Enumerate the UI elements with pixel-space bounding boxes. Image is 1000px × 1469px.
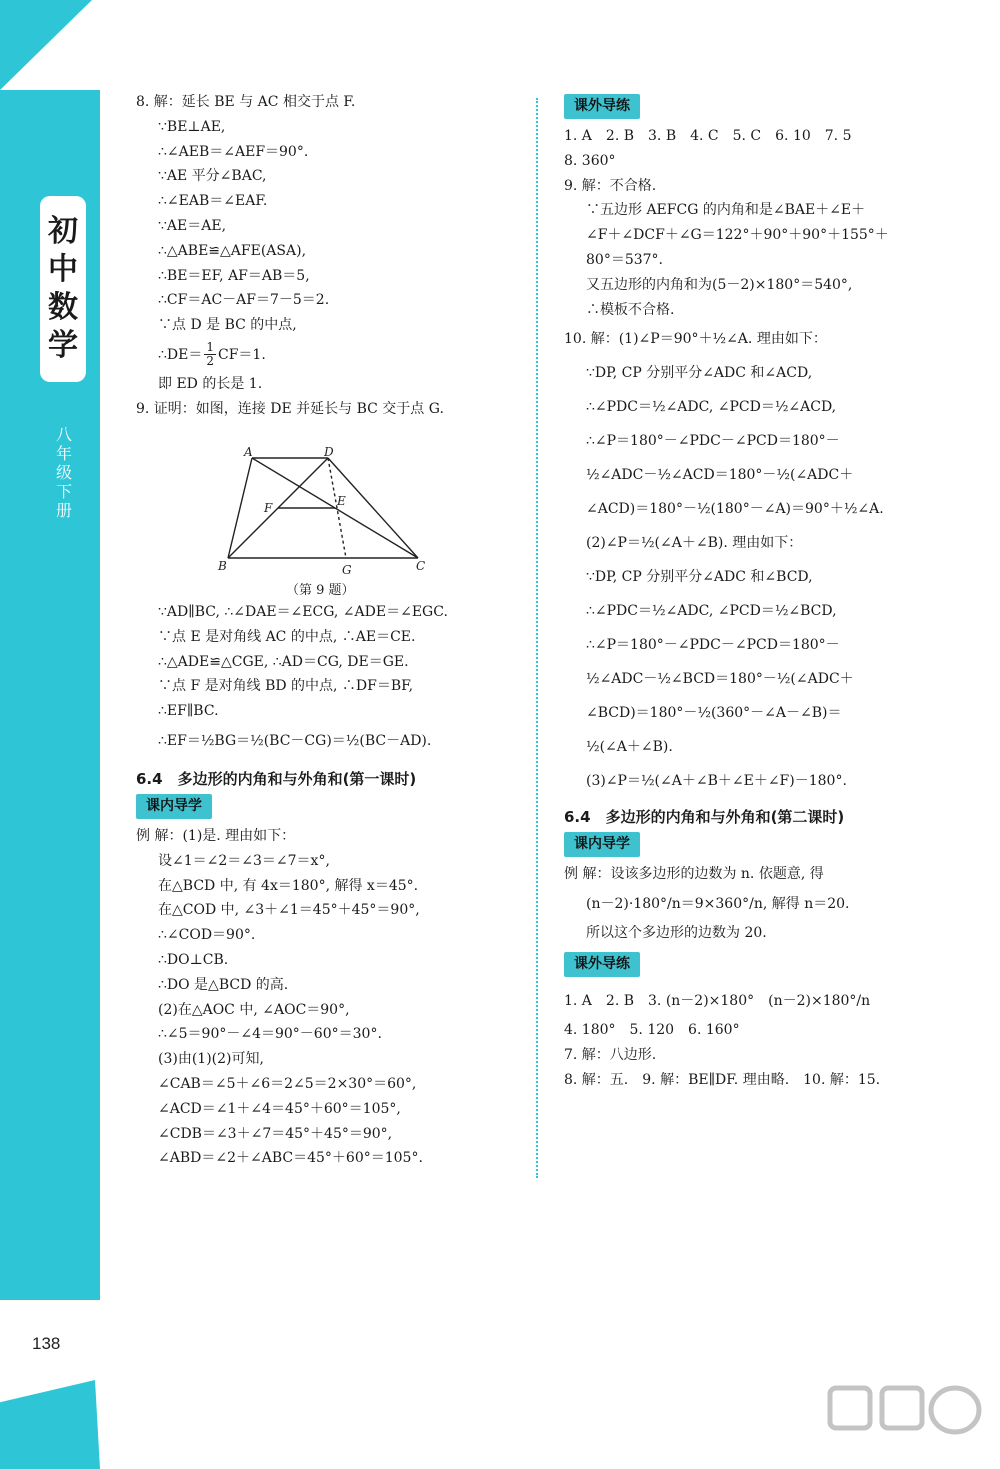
tag-outer: 课外导练 <box>564 94 640 119</box>
page-number: 138 <box>32 1334 61 1353</box>
figure-caption: （第 9 题） <box>286 583 355 598</box>
text-line: ∠ACD)＝180°－½(180°－∠A)＝90°＋½∠A. <box>586 501 884 518</box>
text-line: 在△COD 中, ∠3＋∠1＝45°＋45°＝90°, <box>158 902 420 919</box>
text-line: ∴BE＝EF, AF＝AB＝5, <box>158 267 310 284</box>
left-column-lower <box>136 600 526 1171</box>
right-column <box>564 94 944 1092</box>
grade-char: 级 <box>55 463 72 482</box>
text-line: ∴∠5＝90°－∠4＝90°－60°＝30°. <box>158 1026 382 1043</box>
text-line: ∴DO 是△BCD 的高. <box>158 976 289 993</box>
text-line: 又五边形的内角和为(5－2)×180°＝540°, <box>586 276 853 293</box>
denominator: 2 <box>206 354 214 369</box>
text-line: ∴∠P＝180°－∠PDC－∠PCD＝180°－ <box>586 433 840 450</box>
text-line: ∵DP, CP 分别平分∠ADC 和∠BCD, <box>586 569 813 586</box>
tag-inner: 课内导学 <box>136 794 212 819</box>
text-line: ∵AE 平分∠BAC, <box>158 168 267 185</box>
section-title: 6.4 多边形的内角和与外角和(第一课时) <box>136 769 417 788</box>
text-line: (n－2)·180°/n＝9×360°/n, 解得 n＝20. <box>586 896 850 913</box>
text-line: 1. A 2. B 3. (n－2)×180° (n－2)×180°/n <box>564 992 871 1009</box>
text-line: ∵DP, CP 分别平分∠ADC 和∠ACD, <box>586 365 813 382</box>
text-line: 例 解：(1)是. 理由如下： <box>136 827 296 844</box>
text-line: (3)∠P＝½(∠A＋∠B＋∠E＋∠F)－180°. <box>586 773 847 790</box>
grade-label <box>52 425 76 520</box>
label-d: D <box>324 445 334 459</box>
text-line: 80°＝537°. <box>586 251 663 268</box>
text-line: ∴模板不合格. <box>586 301 675 318</box>
book-title-char: 初 <box>48 214 78 249</box>
text-line: ∴∠PDC＝½∠ADC, ∠PCD＝½∠ACD, <box>586 399 837 416</box>
grade-char: 册 <box>55 501 72 520</box>
text-line: 7. 解：八边形. <box>564 1046 657 1063</box>
grade-char: 八 <box>55 425 72 444</box>
text-line: ∴∠PDC＝½∠ADC, ∠PCD＝½∠BCD, <box>586 603 837 620</box>
label-e: E <box>337 494 346 508</box>
book-title <box>40 196 86 382</box>
text-line: 所以这个多边形的边数为 20. <box>586 925 767 942</box>
left-column <box>136 90 526 422</box>
text-line: (2)∠P＝½(∠A＋∠B). 理由如下： <box>586 535 803 552</box>
text-line: ∴∠EAB＝∠EAF. <box>158 193 268 210</box>
text-line: ∵AE＝AE, <box>158 217 227 234</box>
text-line: ∠ACD＝∠1＋∠4＝45°＋60°＝105°, <box>158 1100 401 1117</box>
text-line: 在△BCD 中, 有 4x＝180°, 解得 x＝45°. <box>158 877 419 894</box>
grade-char: 下 <box>55 482 72 501</box>
text-line: ∴EF∥BC. <box>158 703 219 720</box>
text-line: ∴∠COD＝90°. <box>158 927 256 944</box>
tag-row <box>564 94 944 124</box>
text-line: ∴△ABE≌△AFE(ASA), <box>158 242 307 259</box>
tag-row <box>564 832 944 862</box>
text-line: ∴△ADE≌△CGE, ∴AD＝CG, DE＝GE. <box>158 653 409 670</box>
label-c: C <box>416 559 426 573</box>
label-a: A <box>244 445 253 459</box>
tag-inner: 课内导学 <box>564 832 640 857</box>
text-line: ∵BE⊥AE, <box>158 118 226 135</box>
text-line: 1. A 2. B 3. B 4. C 5. C 6. 10 7. 5 <box>564 128 852 144</box>
numerator: 1 <box>206 340 214 355</box>
text-line: ∠ABD＝∠2＋∠ABC＝45°＋60°＝105°. <box>158 1150 423 1167</box>
text-line: 9. 证明：如图，连接 DE 并延长与 BC 交于点 G. <box>136 400 444 417</box>
label-f: F <box>264 501 273 515</box>
label-b: B <box>218 559 227 573</box>
tag-row <box>564 946 944 984</box>
text-line: ∴EF＝½BG＝½(BC－CG)＝½(BC－AD). <box>158 732 432 749</box>
label-g: G <box>342 563 352 577</box>
text-line: 4. 180° 5. 120 6. 160° <box>564 1021 740 1038</box>
book-title-char: 学 <box>48 328 78 363</box>
text-line: 设∠1＝∠2＝∠3＝∠7＝x°, <box>158 852 330 869</box>
watermark-logo <box>820 1380 990 1455</box>
text-line: ½∠ADC－½∠ACD＝180°－½(∠ADC＋ <box>586 467 854 484</box>
text-line: ∵点 E 是对角线 AC 的中点, ∴AE＝CE. <box>158 628 416 645</box>
tag-row <box>136 794 526 824</box>
section-title: 6.4 多边形的内角和与外角和(第二课时) <box>564 808 845 827</box>
text-line: ∠CDB＝∠3＋∠7＝45°＋45°＝90°, <box>158 1125 393 1142</box>
grade-char: 年 <box>55 444 72 463</box>
text-line: ∴CF＝AC－AF＝7－5＝2. <box>158 292 330 309</box>
text-line: ∵点 F 是对角线 BD 的中点, ∴DF＝BF, <box>158 678 414 695</box>
trapezoid-figure <box>200 442 440 602</box>
fraction-line <box>136 338 526 372</box>
fraction <box>204 341 216 368</box>
text-line: ∠F＋∠DCF＋∠G＝122°＋90°＋90°＋155°＋ <box>586 227 889 244</box>
text-line: ∴∠P＝180°－∠PDC－∠PCD＝180°－ <box>586 637 840 654</box>
text-fragment: ∴DE＝ <box>158 346 203 363</box>
text-line: ∠BCD)＝180°－½(360°－∠A－∠B)＝ <box>586 705 842 722</box>
text-line: 即 ED 的长是 1. <box>158 375 263 392</box>
text-line: ∵点 D 是 BC 的中点, <box>158 317 297 334</box>
text-line: ∴DO⊥CB. <box>158 951 229 968</box>
book-title-char: 中 <box>48 252 78 287</box>
text-line: ∴∠AEB＝∠AEF＝90°. <box>158 143 309 160</box>
text-line: ½∠ADC－½∠BCD＝180°－½(∠ADC＋ <box>586 671 854 688</box>
text-line: 8. 解：五. 9. 解：BE∥DF. 理由略. 10. 解：15. <box>564 1071 881 1088</box>
text-line: (3)由(1)(2)可知, <box>158 1051 264 1068</box>
text-line: 例 解：设该多边形的边数为 n. 依题意, 得 <box>564 866 824 883</box>
text-line: ∵AD∥BC, ∴∠DAE＝∠ECG, ∠ADE＝∠EGC. <box>158 604 448 620</box>
text-line: 8. 解：延长 BE 与 AC 相交于点 F. <box>136 94 356 110</box>
tag-outer: 课外导练 <box>564 952 640 977</box>
column-divider <box>536 98 538 1178</box>
text-line: ½(∠A＋∠B). <box>586 739 673 756</box>
text-line: 10. 解：(1)∠P＝90°＋½∠A. 理由如下： <box>564 331 827 348</box>
book-title-char: 数 <box>48 290 78 325</box>
text-line: 8. 360° <box>564 152 616 169</box>
text-line: ∠CAB＝∠5＋∠6＝2∠5＝2×30°＝60°, <box>158 1075 417 1092</box>
text-line: 9. 解：不合格. <box>564 177 657 194</box>
text-line: ∵五边形 AEFCG 的内角和是∠BAE＋∠E＋ <box>586 202 866 219</box>
text-line: (2)在△AOC 中, ∠AOC＝90°, <box>158 1001 350 1018</box>
text-fragment: CF＝1. <box>218 346 266 363</box>
